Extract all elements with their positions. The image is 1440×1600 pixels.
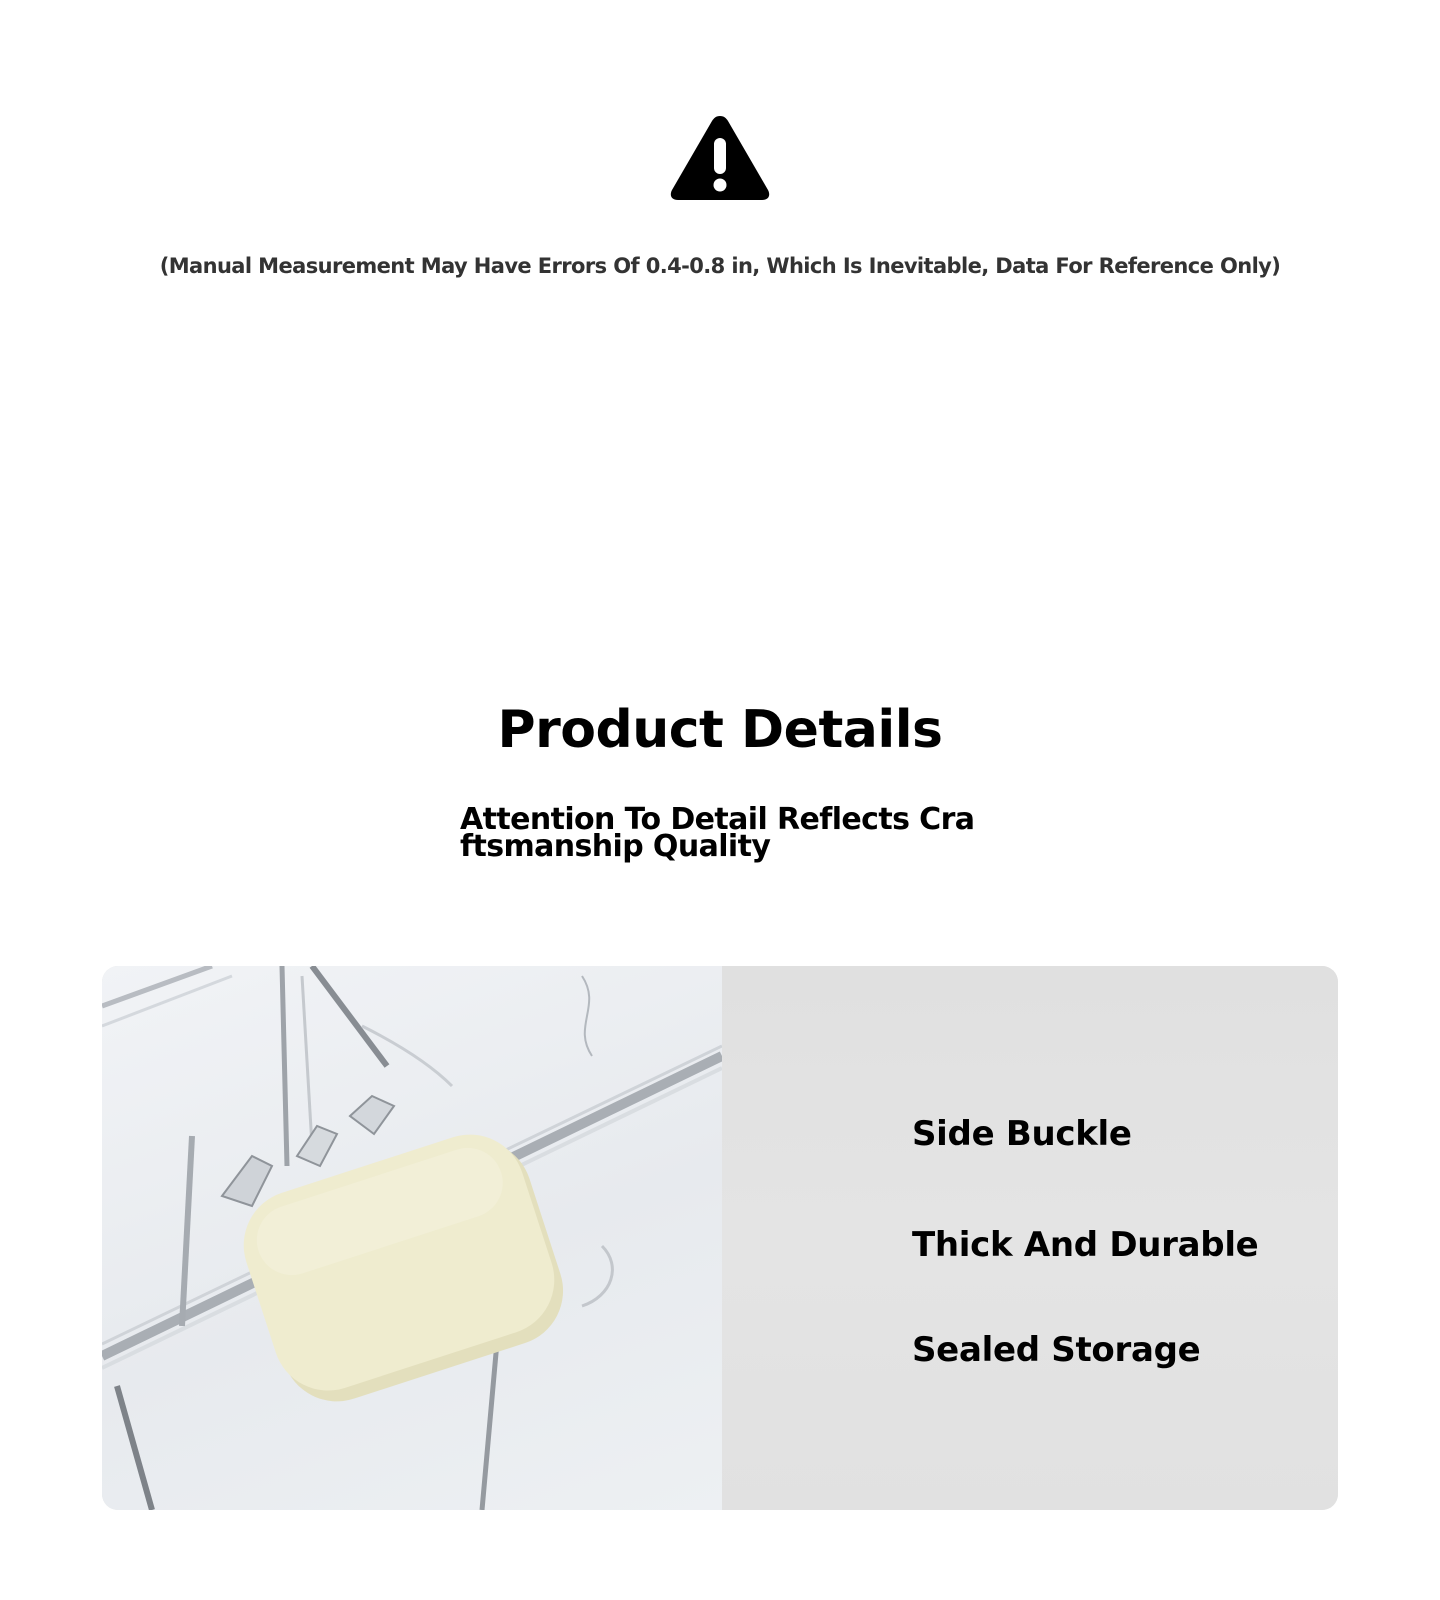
- warning-icon: [668, 112, 772, 204]
- feature-side-buckle: Side Buckle: [912, 1114, 1132, 1154]
- measurement-notice: (Manual Measurement May Have Errors Of 0.4-0.8 in, Which Is Inevitable, Data For Reference Only): [159, 254, 1281, 278]
- buckle-illustration: [102, 966, 722, 1510]
- feature-card: [102, 966, 1338, 1510]
- product-photo: [102, 966, 722, 1510]
- feature-thick-durable: Thick And Durable: [912, 1225, 1259, 1265]
- product-details-title: Product Details: [497, 700, 943, 760]
- feature-sealed-storage: Sealed Storage: [912, 1330, 1201, 1370]
- feature-list: [722, 966, 1338, 1510]
- product-details-subtitle: Attention To Detail Reflects Craftsmanship Quality: [460, 802, 975, 864]
